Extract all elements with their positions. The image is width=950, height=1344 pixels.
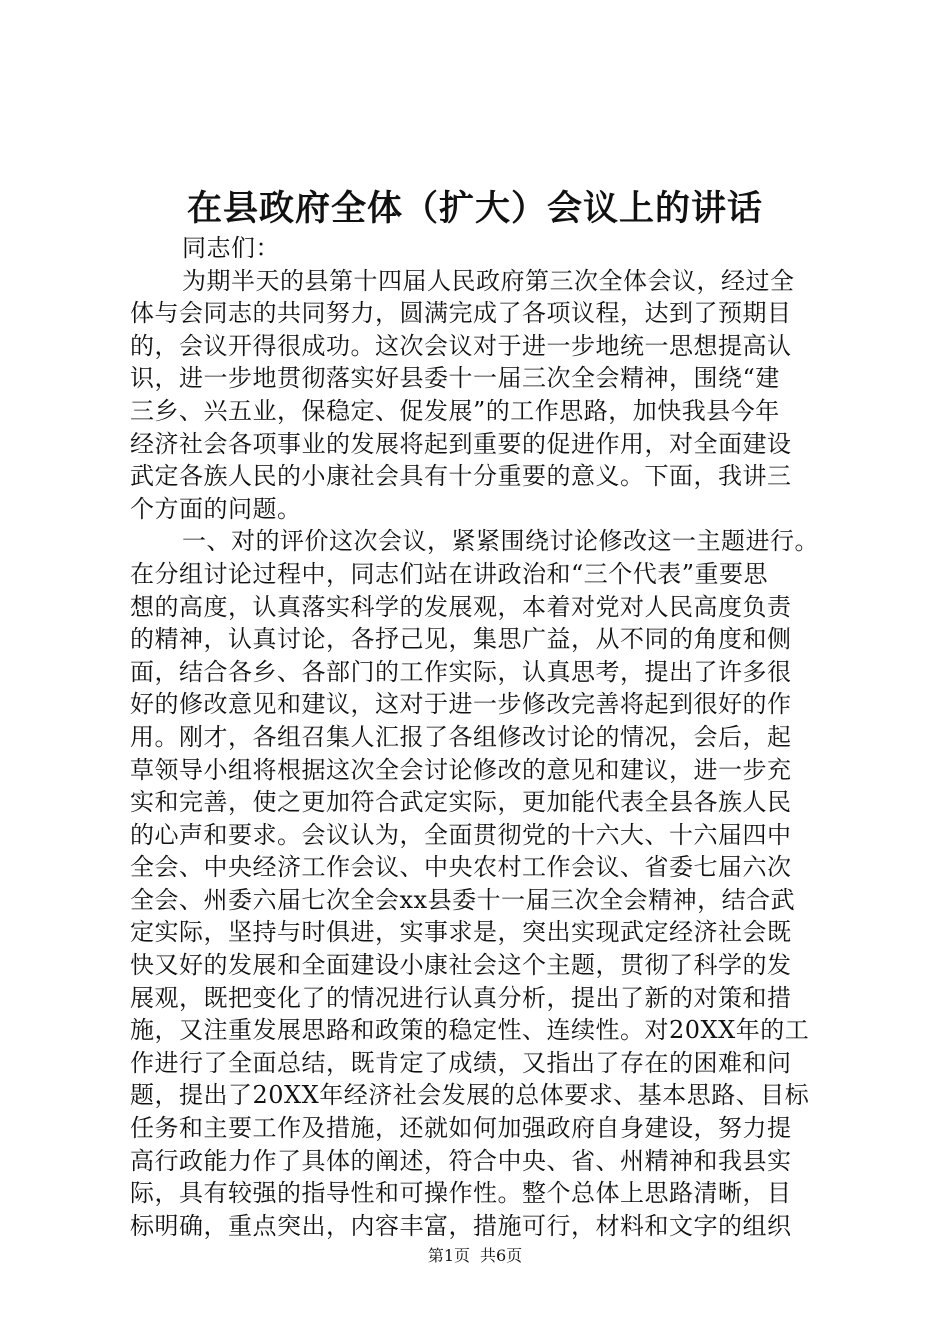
text-line: 同志们：	[182, 234, 280, 262]
text-line: 实和完善，使之更加符合武定实际，更加能代表全县各族人民	[130, 788, 792, 817]
text-line: 定实际，坚持与时俱进，实事求是，突出实现武定经济社会既	[130, 918, 792, 947]
document-title: 在县政府全体（扩大）会议上的讲话	[186, 188, 763, 229]
text-line: 为期半天的县第十四届人民政府第三次全体会议，经过全	[182, 266, 795, 295]
text-line: 体与会同志的共同努力，圆满完成了各项议程，达到了预期目	[130, 299, 792, 328]
text-line: 全会、州委六届七次全会xx县委十一届三次全会精神，结合武	[130, 885, 796, 914]
text-line: 想的高度，认真落实科学的发展观，本着对党对人民高度负责	[130, 592, 792, 621]
text-line: 好的修改意见和建议，这对于进一步修改完善将起到很好的作	[130, 690, 792, 719]
document-body	[130, 232, 870, 1242]
text-line: 全会、中央经济工作会议、中央农村工作会议、省委七届六次	[130, 853, 792, 882]
text-line: 一、对的评价这次会议，紧紧围绕讨论修改这一主题进行。	[182, 527, 819, 556]
text-line: 高行政能力作了具体的阐述，符合中央、省、州精神和我县实	[130, 1146, 792, 1175]
page-number-current: 第1页	[427, 1246, 470, 1265]
text-line: 识，进一步地贯彻落实好县委十一届三次全会精神，围绕“建	[130, 364, 780, 393]
text-line: 在分组讨论过程中，同志们站在讲政治和“三个代表”重要思	[130, 559, 769, 588]
text-line: 经济社会各项事业的发展将起到重要的促进作用，对全面建设	[130, 429, 792, 458]
text-line: 施，又注重发展思路和政策的稳定性、连续性。对20XX年的工	[130, 1016, 810, 1045]
text-line: 个方面的问题。	[130, 494, 302, 523]
text-line: 的心声和要求。会议认为，全面贯彻党的十六大、十六届四中	[130, 820, 792, 849]
page-footer	[0, 1244, 950, 1268]
page-number-total: 共6页	[480, 1246, 523, 1265]
text-line: 三乡、兴五业，保稳定、促发展”的工作思路，加快我县今年	[130, 396, 780, 425]
text-line: 草领导小组将根据这次全会讨论修改的意见和建议，进一步充	[130, 755, 792, 784]
text-line: 作进行了全面总结，既肯定了成绩，又指出了存在的困难和问	[130, 1048, 792, 1077]
text-line: 际，具有较强的指导性和可操作性。整个总体上思路清晰，目	[130, 1179, 792, 1208]
text-line: 快又好的发展和全面建设小康社会这个主题，贯彻了科学的发	[130, 951, 792, 980]
text-line: 用。刚才，各组召集人汇报了各组修改讨论的情况，会后，起	[130, 722, 792, 751]
text-line: 题，提出了20XX年经济社会发展的总体要求、基本思路、目标	[130, 1081, 810, 1110]
text-line: 的，会议开得很成功。这次会议对于进一步地统一思想提高认	[130, 331, 792, 360]
text-line: 展观，既把变化了的情况进行认真分析，提出了新的对策和措	[130, 983, 792, 1012]
text-line: 的精神，认真讨论，各抒己见，集思广益，从不同的角度和侧	[130, 625, 792, 654]
text-line: 武定各族人民的小康社会具有十分重要的意义。下面，我讲三	[130, 462, 792, 491]
text-line: 面，结合各乡、各部门的工作实际，认真思考，提出了许多很	[130, 657, 792, 686]
text-line: 标明确，重点突出，内容丰富，措施可行，材料和文字的组织	[130, 1211, 792, 1240]
text-line: 任务和主要工作及措施，还就如何加强政府自身建设，努力提	[130, 1114, 792, 1143]
